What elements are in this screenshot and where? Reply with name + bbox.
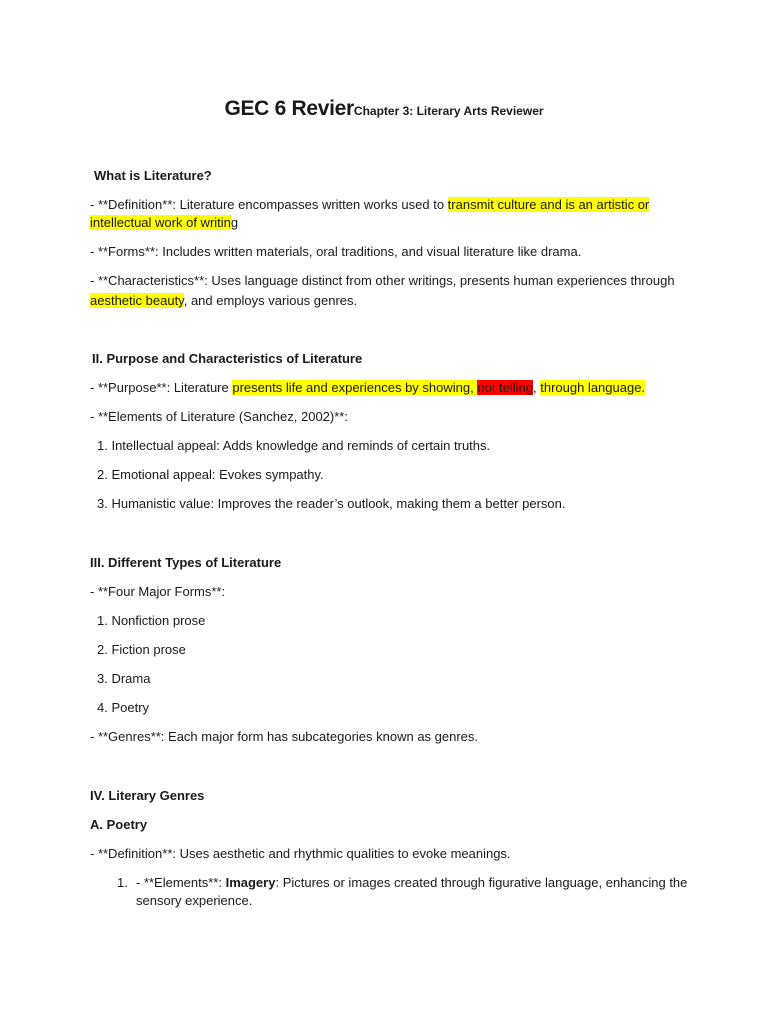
heading-types: III. Different Types of Literature: [90, 555, 282, 570]
definition-highlight-2: intellectual work of writin: [90, 215, 231, 230]
genres-line: - **Genres**: Each major form has subcategories known as genres.: [90, 729, 479, 744]
elements-text: - **Elements**:: [136, 875, 226, 890]
characteristics-line-2: [90, 292, 357, 309]
purpose-comma: ,: [533, 380, 541, 395]
elements-line-1: [136, 874, 687, 891]
list-item: 4. Poetry: [97, 700, 150, 715]
list-item: 1. Nonfiction prose: [97, 613, 206, 628]
four-forms-line: - **Four Major Forms**:: [90, 584, 226, 599]
imagery-term: Imagery: [225, 875, 276, 890]
forms-line: - **Forms**: Includes written materials, oral traditions, and visual literature like drama.: [90, 244, 582, 259]
purpose-highlight-1: presents life and experiences by showing,: [232, 380, 478, 395]
list-item: 3. Drama: [97, 671, 151, 686]
definition-line-2: [90, 214, 238, 231]
list-item: 1. Intellectual appeal: Adds knowledge and reminds of certain truths.: [97, 438, 491, 453]
heading-what-is-literature: What is Literature?: [94, 168, 212, 183]
purpose-text: - **Purpose**: Literature: [90, 380, 233, 395]
document-title: [0, 97, 768, 121]
characteristics-tail: , and employs various genres.: [183, 293, 358, 308]
numbered-item-marker: 1.: [117, 875, 128, 890]
title-sub: Chapter 3: Literary Arts Reviewer: [353, 104, 544, 118]
elements-line: - **Elements of Literature (Sanchez, 2002)**:: [90, 409, 348, 424]
heading-purpose: II. Purpose and Characteristics of Literature: [92, 351, 363, 366]
subheading-poetry: A. Poetry: [90, 817, 148, 832]
characteristics-line-1: - **Characteristics**: Uses language distinct from other writings, presents human experiences through: [90, 273, 675, 288]
title-main: GEC 6 Revier: [224, 97, 354, 120]
definition-line-1: [90, 196, 649, 213]
elements-line-2: sensory experience.: [136, 893, 253, 908]
purpose-red-highlight: not telling: [477, 380, 533, 395]
definition-text: - **Definition**: Literature encompasses written works used to: [90, 197, 448, 212]
list-item: 3. Humanistic value: Improves the reader’s outlook, making them a better person.: [97, 496, 566, 511]
definition-tail: g: [230, 215, 239, 230]
heading-genres: IV. Literary Genres: [90, 788, 205, 803]
list-item: 2. Fiction prose: [97, 642, 186, 657]
elements-desc: : Pictures or images created through figurative language, enhancing the: [275, 875, 688, 890]
purpose-line: [90, 379, 645, 396]
purpose-highlight-2: through language.: [540, 380, 646, 395]
list-item: 2. Emotional appeal: Evokes sympathy.: [97, 467, 324, 482]
definition-highlight-1: transmit culture and is an artistic or: [447, 197, 650, 212]
poetry-definition: - **Definition**: Uses aesthetic and rhythmic qualities to evoke meanings.: [90, 846, 511, 861]
characteristics-highlight: aesthetic beauty: [90, 293, 184, 308]
